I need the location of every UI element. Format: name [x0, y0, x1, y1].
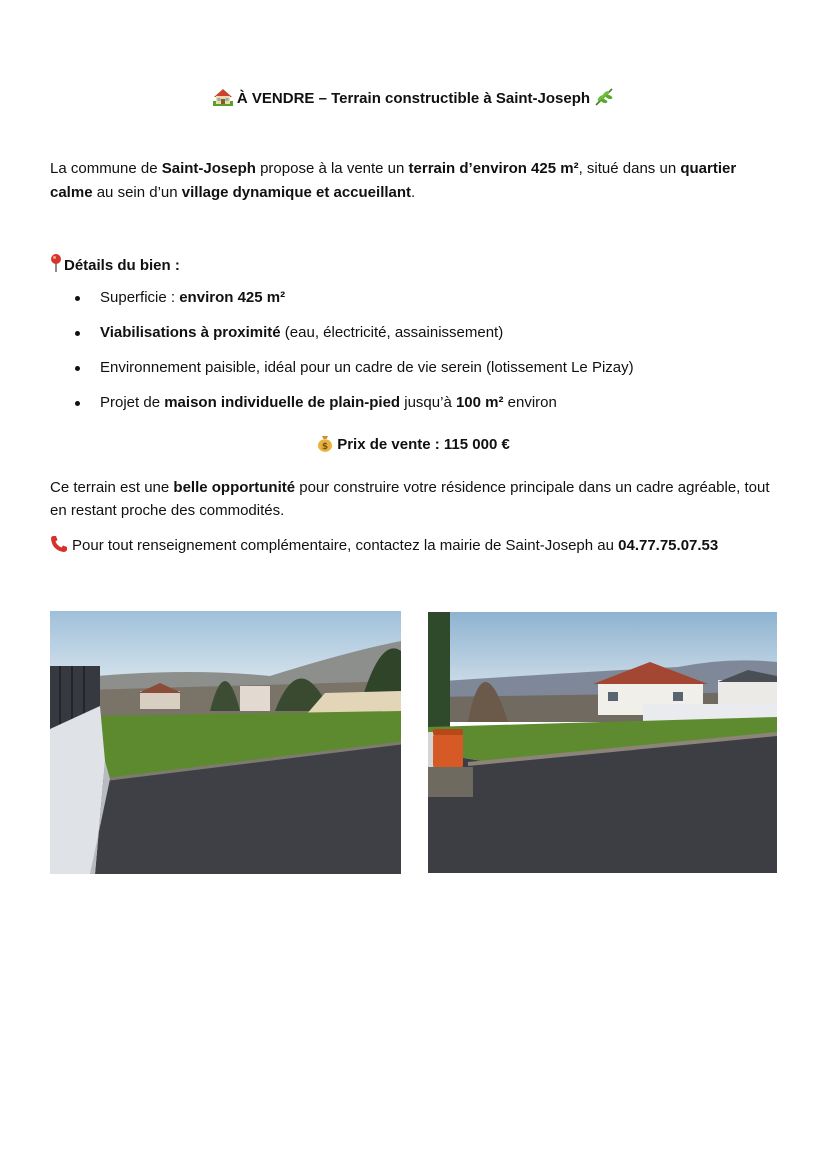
price-text: Prix de vente : 115 000 €	[337, 436, 510, 453]
item-bold: maison individuelle de plain-pied	[164, 394, 401, 411]
item-text: jusqu’à	[400, 394, 456, 411]
land-photo-left	[50, 611, 401, 874]
telephone-receiver-icon	[50, 535, 68, 560]
land-photo-right	[428, 612, 777, 873]
intro-text: , situé dans un	[578, 160, 681, 177]
list-item	[50, 392, 780, 427]
details-list	[50, 287, 780, 427]
item-bold: 100 m²	[455, 394, 504, 411]
list-item	[50, 322, 780, 357]
price-line	[0, 434, 827, 459]
intro-text: La commune de	[50, 160, 162, 177]
opportunity-text: pour construire votre résidence principale dans un cadre agréable, tout en restant proche des commodités.	[50, 479, 770, 519]
intro-paragraph	[50, 157, 780, 205]
item-text: Projet de	[100, 394, 165, 411]
title-text: À VENDRE – Terrain constructible à Saint-Joseph	[236, 90, 591, 107]
contact-line	[50, 535, 810, 560]
item-text: Superficie :	[100, 289, 180, 306]
intro-text: propose à la vente un	[255, 160, 409, 177]
details-heading-text: Détails du bien :	[64, 257, 180, 274]
intro-bold: village dynamique et accueillant	[181, 184, 412, 201]
intro-bold: quartier calme	[50, 160, 737, 201]
herb-icon	[594, 88, 614, 110]
money-bag-icon	[317, 434, 333, 459]
intro-text: .	[411, 184, 416, 201]
opportunity-paragraph	[50, 476, 780, 522]
opportunity-bold: belle opportunité	[173, 479, 296, 496]
house-with-garden-icon	[213, 88, 233, 110]
opportunity-text: Ce terrain est une	[50, 479, 174, 496]
item-bold: environ 425 m²	[179, 289, 286, 306]
round-pushpin-icon	[50, 253, 62, 280]
intro-text: au sein d’un	[92, 184, 182, 201]
phone-number: 04.77.75.07.53	[618, 537, 719, 554]
list-item	[50, 357, 780, 392]
details-heading	[50, 253, 180, 280]
item-text: environ	[503, 394, 557, 411]
svg-text:$: $	[322, 442, 329, 452]
item-text: (eau, électricité, assainissement)	[280, 324, 504, 341]
page-title	[0, 88, 827, 110]
item-bold: Viabilisations à proximité	[100, 324, 281, 341]
contact-text: Pour tout renseignement complémentaire, contactez la mairie de Saint-Joseph au	[72, 537, 619, 554]
intro-bold: Saint-Joseph	[161, 160, 256, 177]
list-item	[50, 287, 780, 322]
intro-bold: terrain d’environ 425 m²	[408, 160, 579, 177]
item-text: Environnement paisible, idéal pour un cadre de vie serein (lotissement Le Pizay)	[100, 359, 634, 376]
